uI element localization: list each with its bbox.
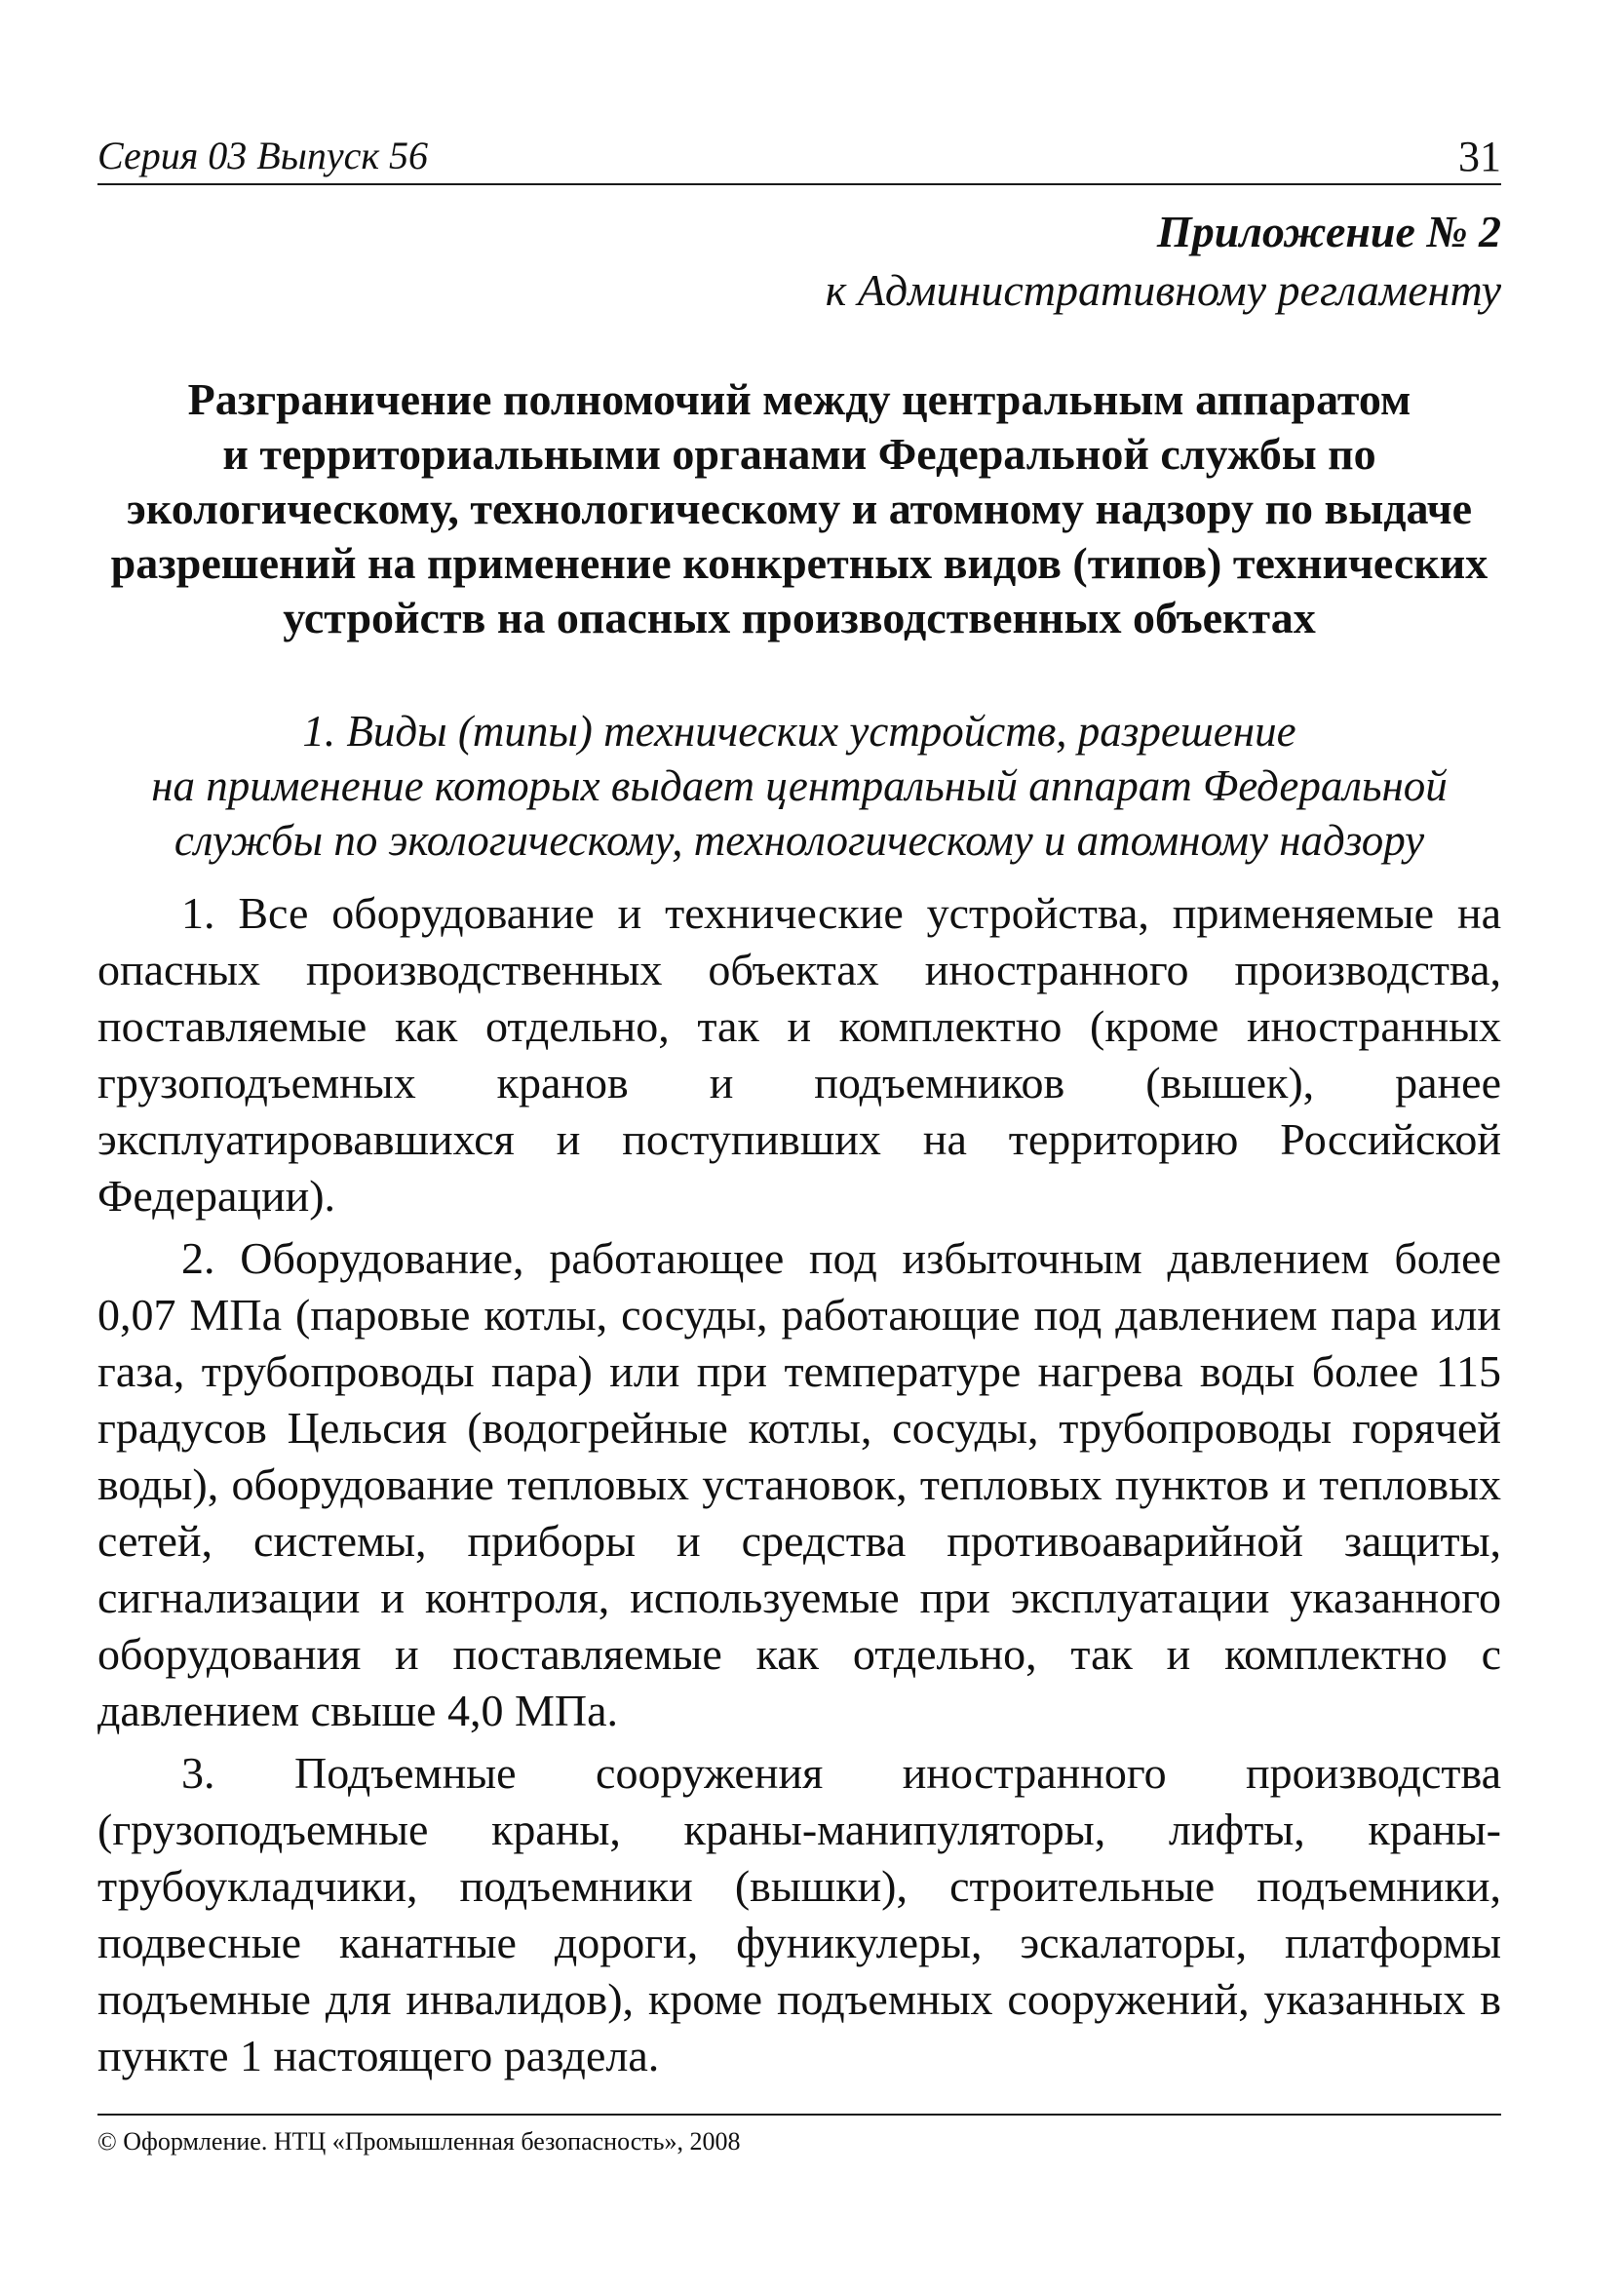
copyright-text: © Оформление. НТЦ «Промышленная безопасность», 2008	[97, 2127, 741, 2156]
page-header	[97, 125, 1501, 185]
section-heading-line: службы по экологическому, технологическому и атомному надзору	[174, 816, 1425, 865]
paragraph-item-1: 1. Все оборудование и технические устройства, применяемые на опасных производственных объектах иностранного производства, поставляемые как отдельно, так и комплектно (кроме иностранных грузоподъемных кранов и подъемников (вышек), ранее эксплуатировавшихся и поступивших на территорию Российской Федерации).	[97, 888, 1501, 1221]
page-number: 31	[1458, 133, 1501, 180]
section-heading	[97, 704, 1501, 868]
document-title-line: и территориальными органами Федеральной службы по	[222, 429, 1376, 479]
appendix-title: Приложение № 2	[1156, 207, 1501, 256]
body-text	[97, 885, 1501, 2090]
section-heading-line: на применение которых выдает центральный аппарат Федеральной	[151, 761, 1448, 810]
document-title-line: Разграничение полномочий между центральным аппаратом	[187, 374, 1411, 424]
document-title-line: экологическому, технологическому и атомному надзору по выдаче	[126, 484, 1473, 533]
document-title-line: устройств на опасных производственных объектах	[283, 593, 1316, 642]
document-title	[97, 372, 1501, 645]
paragraph-item-2: 2. Оборудование, работающее под избыточным давлением более 0,07 МПа (паровые котлы, сосуды, работающие под давлением пара или газа, трубопроводы пара) или при температуре нагрева воды более 115 градусов Цельсия (водогрейные котлы, сосуды, трубопроводы горячей воды), оборудование тепловых установок, тепловых пунктов и тепловых сетей, системы, приборы и средства противоаварийной защиты, сигнализации и контроля, используемые при эксплуатации указанного оборудования и поставляемые как отдельно, так и комплектно с давлением свыше 4,0 МПа.	[97, 1233, 1501, 1735]
document-page	[97, 0, 1501, 2292]
series-label: Серия 03 Выпуск 56	[97, 134, 429, 177]
page-footer	[97, 2114, 1501, 2158]
paragraph-item-3: 3. Подъемные сооружения иностранного производства (грузоподъемные краны, краны-манипуляторы, лифты, краны-трубоукладчики, подъемники (вышки), строительные подъемники, подвесные канатные дороги, фуникулеры, эскалаторы, платформы подъемные для инвалидов), кроме подъемных сооружений, указанных в пункте 1 настоящего раздела.	[97, 1748, 1501, 2080]
document-title-line: разрешений на применение конкретных видов (типов) технических	[110, 538, 1489, 588]
appendix-subtitle: к Административному регламенту	[825, 265, 1501, 315]
section-heading-line: 1. Виды (типы) технических устройств, разрешение	[302, 707, 1296, 756]
appendix-block	[826, 203, 1501, 320]
